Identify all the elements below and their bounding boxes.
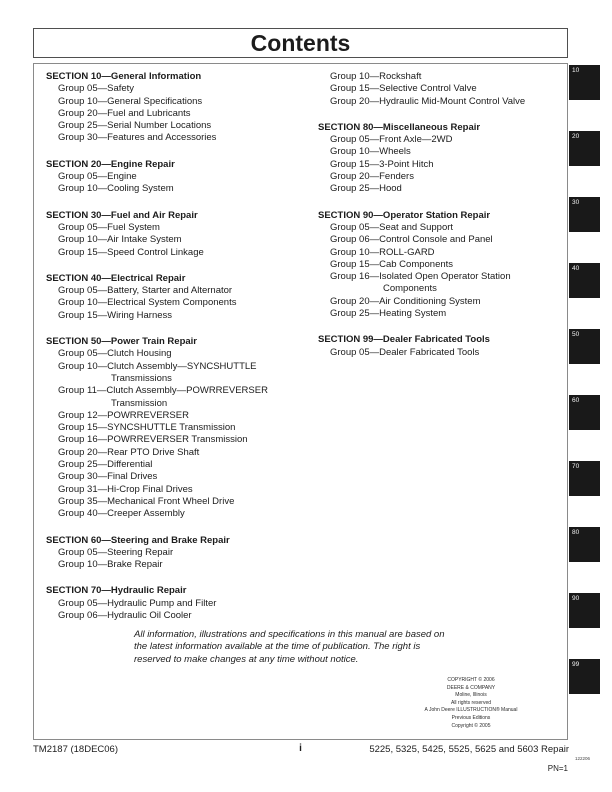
toc-group-entry: Group 25—Hood [330, 183, 402, 195]
disclaimer [134, 629, 484, 666]
toc-group-entry: Group 15—SYNCSHUTTLE Transmission [58, 422, 236, 434]
toc-section [46, 210, 308, 259]
side-tab-60: 60 [569, 395, 600, 430]
side-tab-50: 50 [569, 329, 600, 364]
disclaimer-line: reserved to make changes at any time without notice. [134, 653, 359, 665]
copyright-block [371, 677, 571, 730]
toc-group-entry: Group 15—Speed Control Linkage [58, 246, 204, 258]
page-title: Contents [250, 29, 351, 56]
copyright-line: A John Deere ILLUSTRUCTION® Manual [424, 707, 518, 714]
toc-group-entry: Group 15—3-Point Hitch [330, 158, 434, 170]
toc-group-entry: Group 20—Fuel and Lubricants [58, 107, 191, 119]
toc-column-left [46, 71, 308, 622]
toc-group-entry: Group 11—Clutch Assembly—POWRREVERSER [58, 385, 268, 397]
toc-section-title: SECTION 99—Dealer Fabricated Tools [318, 334, 490, 346]
toc-group-entry: Group 25—Serial Number Locations [58, 120, 212, 132]
toc-section [318, 210, 558, 321]
toc-group-entry: Group 25—Differential [58, 459, 153, 471]
copyright-line: Previous Editions [451, 714, 491, 721]
toc-section [318, 334, 558, 359]
toc-group-entry: Group 05—Seat and Support [330, 221, 454, 233]
toc-section [46, 535, 308, 572]
toc-section-title: SECTION 10—General Information [46, 71, 202, 82]
toc-group-entry: Group 30—Final Drives [58, 471, 158, 483]
toc-section [46, 159, 308, 196]
toc-section [46, 585, 308, 622]
toc-section-title: SECTION 40—Electrical Repair [46, 272, 186, 284]
contents-title-box [33, 28, 568, 58]
toc-group-entry: Group 20—Rear PTO Drive Shaft [58, 446, 200, 458]
side-tab-99: 99 [569, 659, 600, 694]
toc-group-entry: Group 05—Dealer Fabricated Tools [330, 346, 480, 358]
toc-group-entry: Group 05—Battery, Starter and Alternator [58, 285, 233, 297]
toc-section-title: SECTION 50—Power Train Repair [46, 336, 197, 348]
toc-group-entry: Group 16—Isolated Open Operator Station [330, 271, 511, 283]
toc-group-entry: Group 15—Wiring Harness [58, 309, 173, 321]
copyright-line: COPYRIGHT © 2006 [447, 677, 495, 683]
toc-group-entry: Group 10—General Specifications [58, 95, 203, 107]
toc-section [46, 336, 308, 520]
toc-group-entry: Group 15—Cab Components [330, 258, 454, 270]
toc-group-entry: Group 05—Engine [58, 171, 137, 183]
toc-section-title: SECTION 30—Fuel and Air Repair [46, 209, 198, 221]
side-tab-90: 90 [569, 593, 600, 628]
toc-section-title: SECTION 70—Hydraulic Repair [46, 585, 187, 597]
toc-group-entry: Group 40—Creeper Assembly [58, 508, 185, 520]
footer-print-code: 122206 [574, 756, 590, 761]
toc-group-entry: Group 31—Hi-Crop Final Drives [58, 483, 193, 495]
toc-group-entry: Group 10—Clutch Assembly—SYNCSHUTTLE [58, 360, 257, 372]
toc-group-entry: Group 25—Heating System [330, 308, 447, 320]
copyright-line: Copyright © 2005 [451, 722, 491, 729]
side-tab-80: 80 [569, 527, 600, 562]
footer-doc-code: TM2187 (18DEC06) [33, 744, 119, 755]
toc-group-entry: Group 10—Rockshaft [330, 71, 422, 82]
side-tab-70: 70 [569, 461, 600, 496]
toc-group-entry: Group 10—Wheels [330, 146, 411, 158]
toc-group-entry: Group 05—Front Axle—2WD [330, 134, 453, 146]
toc-section-title: SECTION 20—Engine Repair [46, 158, 175, 170]
toc-group-entry: Group 15—Selective Control Valve [330, 83, 477, 95]
toc-group-entry: Group 10—ROLL-GARD [330, 246, 435, 258]
toc-group-entry: Group 05—Clutch Housing [58, 348, 172, 360]
toc-content-box [33, 63, 568, 740]
toc-group-entry: Group 35—Mechanical Front Wheel Drive [58, 495, 235, 507]
toc-group-entry: Group 05—Steering Repair [58, 546, 174, 558]
toc-group-entry: Group 20—Air Conditioning System [330, 295, 481, 307]
toc-group-entry: Group 05—Hydraulic Pump and Filter [58, 597, 217, 609]
toc-section [318, 71, 558, 108]
toc-group-entry: Group 10—Cooling System [58, 183, 174, 195]
toc-group-entry: Group 20—Fenders [330, 171, 414, 183]
toc-section-title: SECTION 90—Operator Station Repair [318, 209, 491, 221]
toc-group-entry-continuation: Components [383, 283, 437, 295]
toc-group-entry: Group 10—Air Intake System [58, 234, 182, 246]
toc-group-entry: Group 10—Brake Repair [58, 559, 163, 571]
footer-manual-title: 5225, 5325, 5425, 5525, 5625 and 5603 Repair [369, 744, 569, 755]
side-tab-20: 20 [569, 131, 600, 166]
toc-group-entry: Group 30—Features and Accessories [58, 132, 217, 144]
copyright-line: Moline, Illinois [455, 692, 487, 699]
toc-group-entry: Group 16—POWRREVERSER Transmission [58, 434, 248, 446]
side-tab-30: 30 [569, 197, 600, 232]
side-tab-10: 10 [569, 65, 600, 100]
toc-column-right [318, 71, 558, 359]
toc-section [318, 122, 558, 196]
copyright-line: All rights reserved [450, 699, 491, 706]
disclaimer-line: the latest information available at the time of publication. The right is [134, 641, 421, 653]
toc-group-entry: Group 05—Safety [58, 83, 135, 95]
toc-section-title: SECTION 60—Steering and Brake Repair [46, 534, 230, 546]
toc-section-title: SECTION 80—Miscellaneous Repair [318, 121, 481, 133]
toc-section [46, 71, 308, 145]
toc-group-entry: Group 05—Fuel System [58, 221, 160, 233]
toc-group-entry-continuation: Transmission [111, 397, 168, 409]
footer-part-number: PN=1 [547, 764, 568, 773]
toc-group-entry: Group 06—Hydraulic Oil Cooler [58, 609, 192, 621]
toc-group-entry-continuation: Transmissions [111, 372, 172, 384]
footer-page-number: i [299, 743, 302, 754]
copyright-line: DEERE & COMPANY [446, 684, 496, 691]
toc-group-entry: Group 20—Hydraulic Mid-Mount Control Valve [330, 95, 526, 107]
toc-group-entry: Group 10—Electrical System Components [58, 297, 237, 309]
side-tab-40: 40 [569, 263, 600, 298]
toc-group-entry: Group 06—Control Console and Panel [330, 234, 493, 246]
disclaimer-line: All information, illustrations and specifications in this manual are based on [134, 629, 445, 640]
toc-section [46, 273, 308, 322]
toc-group-entry: Group 12—POWRREVERSER [58, 409, 189, 421]
